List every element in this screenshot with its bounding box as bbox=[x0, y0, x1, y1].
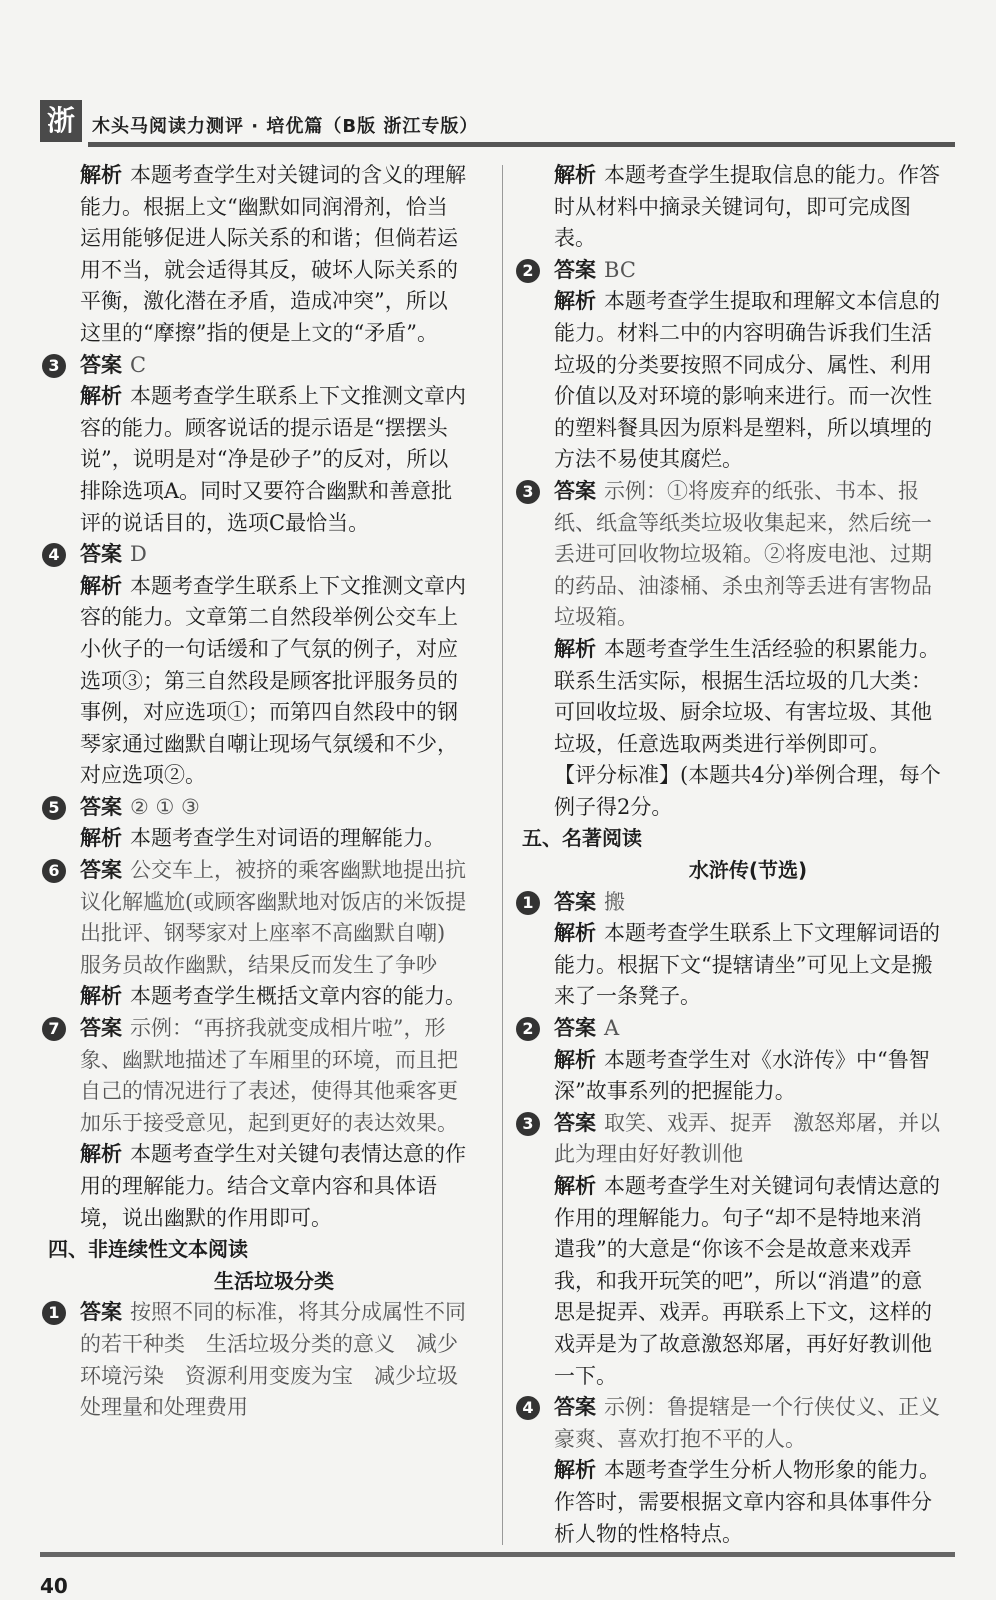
s4-question-2: 2 答案 BC bbox=[522, 255, 942, 287]
answer-text: 示例：鲁提辖是一个行侠仗义、正义豪爽、喜欢打抱不平的人。 bbox=[554, 1395, 940, 1451]
analysis-paragraph: 解析 本题考查学生对关键词的含义的理解能力。根据上文“幽默如同润滑剂，恰当运用能够促进人际关系的和谐；但倘若运用不当，就会适得其反，破坏人际关系的平衡，激化潜在矛盾，造成冲突”，所以这里的“摩擦”指的便是上文的“矛盾”。 bbox=[80, 163, 466, 345]
analysis-paragraph: 解析 本题考查学生对《水浒传》中“鲁智深”故事系列的把握能力。 bbox=[554, 1047, 930, 1104]
question-number: 3 bbox=[42, 354, 66, 378]
question-3: 3 答案 C bbox=[48, 350, 468, 382]
analysis-paragraph: 解析 本题考查学生生活经验的积累能力。联系生活实际，根据生活垃圾的几大类：可回收垃圾、厨余垃圾、有害垃圾、其他垃圾，任意选取两类进行举例即可。 bbox=[554, 636, 940, 756]
answer-text: 公交车上，被挤的乘客幽默地提出抗议化解尴尬(或顾客幽默地对饭店的米饭提出批评、钢琴家对上座率不高幽默自嘲) 服务员故作幽默，结果反而发生了争吵 bbox=[80, 858, 467, 977]
answer-text: D bbox=[130, 542, 147, 567]
answer-text: A bbox=[604, 1016, 620, 1041]
question-number: 7 bbox=[42, 1017, 66, 1041]
s5-question-4: 4 答案 示例：鲁提辖是一个行侠仗义、正义豪爽、喜欢打抱不平的人。 bbox=[522, 1392, 942, 1455]
footer-rule bbox=[40, 1552, 955, 1557]
book-title: 木头马阅读力测评 · 培优篇（B版 浙江专版） bbox=[92, 116, 479, 137]
analysis-paragraph: 解析 本题考查学生对关键句表情达意的作用的理解能力。结合文章内容和具体语境，说出幽默的作用即可。 bbox=[80, 1142, 466, 1230]
question-number: 4 bbox=[516, 1396, 540, 1420]
page-number: 40 bbox=[40, 1574, 68, 1598]
analysis-paragraph: 解析 本题考查学生提取和理解文本信息的能力。材料二中的内容明确告诉我们生活垃圾的分类要按照不同成分、属性、利用价值以及对环境的影响来进行。而一次性的塑料餐具因为原料是塑料，所以填埋的方法不易使其腐烂。 bbox=[554, 289, 940, 472]
answer-text: 示例：①将废弃的纸张、书本、报纸、纸盒等纸类垃圾收集起来，然后统一丢进可回收物垃圾箱。②将废电池、过期的药品、油漆桶、杀虫剂等丢进有害物品垃圾箱。 bbox=[554, 478, 932, 630]
answer-text: 示例：“再挤我就变成相片啦”，形象、幽默地描述了车厢里的环境，而且把自己的情况进行了表述，使得其他乘客更加乐于接受意见，起到更好的表达效果。 bbox=[80, 1016, 458, 1135]
left-column bbox=[48, 160, 468, 1424]
section-heading: 五、名著阅读 bbox=[522, 826, 642, 851]
question-7: 7 答案 示例：“再挤我就变成相片啦”，形象、幽默地描述了车厢里的环境，而且把自己的情况进行了表述，使得其他乘客更加乐于接受意见，起到更好的表达效果。 bbox=[48, 1013, 468, 1139]
question-4: 4 答案 D bbox=[48, 539, 468, 571]
question-number: 5 bbox=[42, 796, 66, 820]
analysis-paragraph: 解析 本题考查学生对词语的理解能力。 bbox=[80, 826, 445, 851]
question-number: 6 bbox=[42, 859, 66, 883]
question-number: 2 bbox=[516, 1017, 540, 1041]
analysis-paragraph: 解析 本题考查学生对关键词句表情达意的作用的理解能力。句子“却不是特地来消遣我”的大意是“你该不会是故意来戏弄我，和我开玩笑的吧”，所以“消遣”的意思是捉弄、戏弄。再联系上下文，这样的戏弄是为了故意激怒郑屠，再好好教训他一下。 bbox=[554, 1174, 940, 1388]
zhe-badge: 浙 bbox=[40, 100, 82, 142]
analysis-paragraph: 解析 本题考查学生联系上下文理解词语的能力。根据下文“提辖请坐”可见上文是搬来了一条凳子。 bbox=[554, 921, 940, 1009]
column-divider bbox=[502, 165, 503, 1545]
answer-text: ② ① ③ bbox=[130, 794, 200, 819]
passage-title: 水浒传(节选) bbox=[688, 858, 808, 883]
s4-question-1: 1 答案 按照不同的标准，将其分成属性不同的若干种类 生活垃圾分类的意义 减少环境污染 资源利用变废为宝 减少垃圾处理量和处理费用 bbox=[48, 1297, 468, 1423]
s4-question-3: 3 答案 示例：①将废弃的纸张、书本、报纸、纸盒等纸类垃圾收集起来，然后统一丢进可回收物垃圾箱。②将废电池、过期的药品、油漆桶、杀虫剂等丢进有害物品垃圾箱。 bbox=[522, 476, 942, 634]
question-number: 4 bbox=[42, 543, 66, 567]
grading-standard: 【评分标准】(本题共4分)举例合理，每个例子得2分。 bbox=[554, 763, 941, 819]
analysis-paragraph: 解析 本题考查学生联系上下文推测文章内容的能力。文章第二自然段举例公交车上小伙子的一句话缓和了气氛的例子，对应选项③；第三自然段是顾客批评服务员的事例，对应选项①；而第四自然段中的钢琴家通过幽默自嘲让现场气氛缓和不少，对应选项②。 bbox=[80, 573, 466, 788]
answer-text: C bbox=[130, 352, 147, 377]
answer-text: 取笑、戏弄、捉弄 激怒郑屠，并以此为理由好好教训他 bbox=[554, 1110, 940, 1167]
analysis-paragraph: 解析 本题考查学生联系上下文推测文章内容的能力。顾客说话的提示语是“摆摆头说”，说明是对“净是砂子”的反对，所以排除选项A。同时又要符合幽默和善意批评的说话目的，选项C最恰当。 bbox=[80, 384, 466, 535]
analysis-paragraph: 解析 本题考查学生概括文章内容的能力。 bbox=[80, 984, 466, 1009]
section-heading: 四、非连续性文本阅读 bbox=[48, 1237, 248, 1262]
question-6: 6 答案 公交车上，被挤的乘客幽默地提出抗议化解尴尬(或顾客幽默地对饭店的米饭提出批评、钢琴家对上座率不高幽默自嘲) 服务员故作幽默，结果反而发生了争吵 bbox=[48, 855, 468, 981]
s5-question-2: 2 答案 A bbox=[522, 1013, 942, 1045]
question-5: 5 答案 ② ① ③ bbox=[48, 792, 468, 824]
right-column bbox=[522, 160, 942, 1550]
question-number: 3 bbox=[516, 1112, 540, 1136]
answer-text: 按照不同的标准，将其分成属性不同的若干种类 生活垃圾分类的意义 减少环境污染 资源利用变废为宝 减少垃圾处理量和处理费用 bbox=[80, 1300, 466, 1420]
analysis-paragraph: 解析 本题考查学生提取信息的能力。作答时从材料中摘录关键词句，即可完成图表。 bbox=[554, 163, 940, 251]
analysis-paragraph: 解析 本题考查学生分析人物形象的能力。作答时，需要根据文章内容和具体事件分析人物的性格特点。 bbox=[554, 1458, 940, 1546]
page-header bbox=[40, 100, 955, 145]
question-number: 2 bbox=[516, 259, 540, 283]
passage-title: 生活垃圾分类 bbox=[214, 1268, 334, 1293]
question-number: 3 bbox=[516, 480, 540, 504]
answer-text: 搬 bbox=[604, 889, 625, 914]
question-number: 1 bbox=[42, 1301, 66, 1325]
s5-question-1: 1 答案 搬 bbox=[522, 887, 942, 919]
question-number: 1 bbox=[516, 891, 540, 915]
header-rule bbox=[88, 142, 955, 147]
answer-text: BC bbox=[604, 257, 636, 282]
s5-question-3: 3 答案 取笑、戏弄、捉弄 激怒郑屠，并以此为理由好好教训他 bbox=[522, 1108, 942, 1171]
